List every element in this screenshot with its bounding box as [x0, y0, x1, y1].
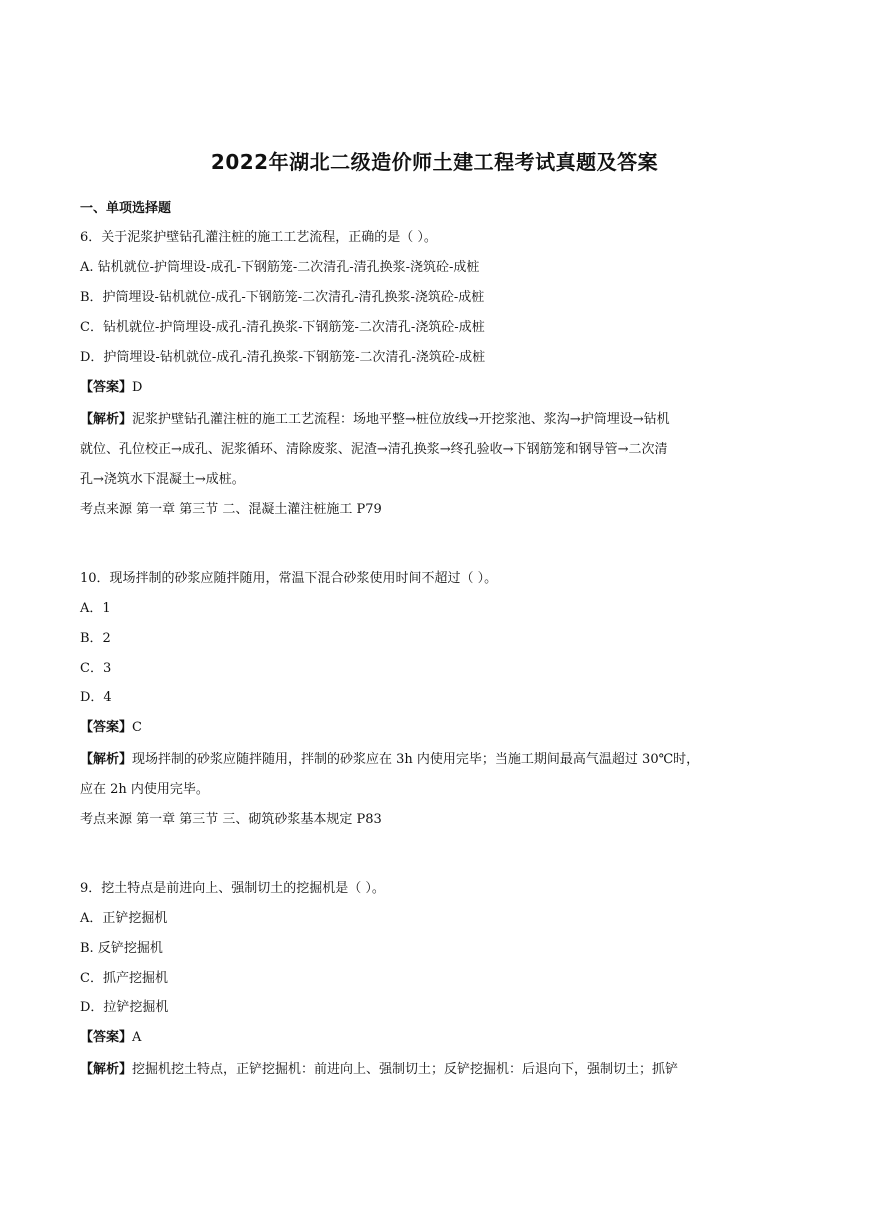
option-b: B．护筒埋设-钻机就位-成孔-下钢筋笼-二次清孔-清孔换浆-浇筑砼-成桩 [80, 290, 485, 305]
answer-value: C [132, 720, 142, 735]
answer-label: 【答案】 [80, 380, 133, 395]
answer-value: A [132, 1030, 142, 1045]
analysis-line [80, 1062, 678, 1078]
analysis-label: 【解析】 [80, 412, 133, 427]
analysis-line [80, 752, 699, 768]
option-c: C．钻机就位-护筒埋设-成孔-清孔换浆-下钢筋笼-二次清孔-浇筑砼-成桩 [80, 320, 485, 335]
answer-label: 【答案】 [80, 720, 133, 735]
answer-value: D [132, 380, 143, 395]
analysis-text: 现场拌制的砂浆应随拌随用，拌制的砂浆应在 3h 内使用完毕；当施工期间最高气温超过 30℃时， [132, 752, 700, 767]
option-d: D．拉铲挖掘机 [80, 1000, 169, 1015]
option-b: B. 反铲挖掘机 [80, 941, 163, 956]
answer-label: 【答案】 [80, 1030, 133, 1045]
option-a: A. 钻机就位-护筒埋设-成孔-下钢筋笼-二次清孔-清孔换浆-浇筑砼-成桩 [80, 260, 480, 275]
section-heading: 一、单项选择题 [80, 201, 172, 216]
analysis-text: 泥浆护壁钻孔灌注桩的施工工艺流程：场地平整→桩位放线→开挖浆池、浆沟→护筒埋设→钻机 [132, 412, 670, 427]
question-text: 10．现场拌制的砂浆应随拌随用，常温下混合砂浆使用时间不超过（ ）。 [80, 571, 498, 586]
answer-line [80, 1030, 141, 1046]
option-b: B．2 [80, 631, 111, 646]
page-title: 2022年湖北二级造价师土建工程考试真题及答案 [210, 150, 659, 174]
source-text: 考点来源 第一章 第三节 二、混凝土灌注桩施工 P79 [80, 502, 382, 517]
option-d: D．4 [80, 690, 112, 705]
option-c: C．3 [80, 661, 112, 676]
source-text: 考点来源 第一章 第三节 三、砌筑砂浆基本规定 P83 [80, 812, 382, 827]
analysis-label: 【解析】 [80, 752, 133, 767]
option-c: C．抓产挖掘机 [80, 971, 168, 986]
answer-line [80, 380, 142, 396]
answer-line [80, 720, 142, 736]
analysis-label: 【解析】 [80, 1062, 133, 1077]
analysis-text: 应在 2h 内使用完毕。 [80, 782, 209, 797]
option-a: A．正铲挖掘机 [80, 911, 168, 926]
option-a: A．1 [80, 601, 111, 616]
question-text: 6．关于泥浆护壁钻孔灌注桩的施工工艺流程，正确的是（ ）。 [80, 230, 437, 245]
analysis-text: 就位、孔位校正→成孔、泥浆循环、清除废浆、泥渣→清孔换浆→终孔验收→下钢筋笼和钢导管→二次清 [80, 442, 668, 457]
analysis-text: 孔→浇筑水下混凝土→成桩。 [80, 472, 245, 487]
analysis-line [80, 412, 670, 428]
question-text: 9．挖土特点是前进向上、强制切土的挖掘机是（ ）。 [80, 881, 385, 896]
analysis-text: 挖掘机挖土特点，正铲挖掘机：前进向上、强制切土；反铲挖掘机：后退向下，强制切土；抓铲 [132, 1062, 679, 1077]
option-d: D．护筒埋设-钻机就位-成孔-清孔换浆-下钢筋笼-二次清孔-浇筑砼-成桩 [80, 350, 486, 365]
